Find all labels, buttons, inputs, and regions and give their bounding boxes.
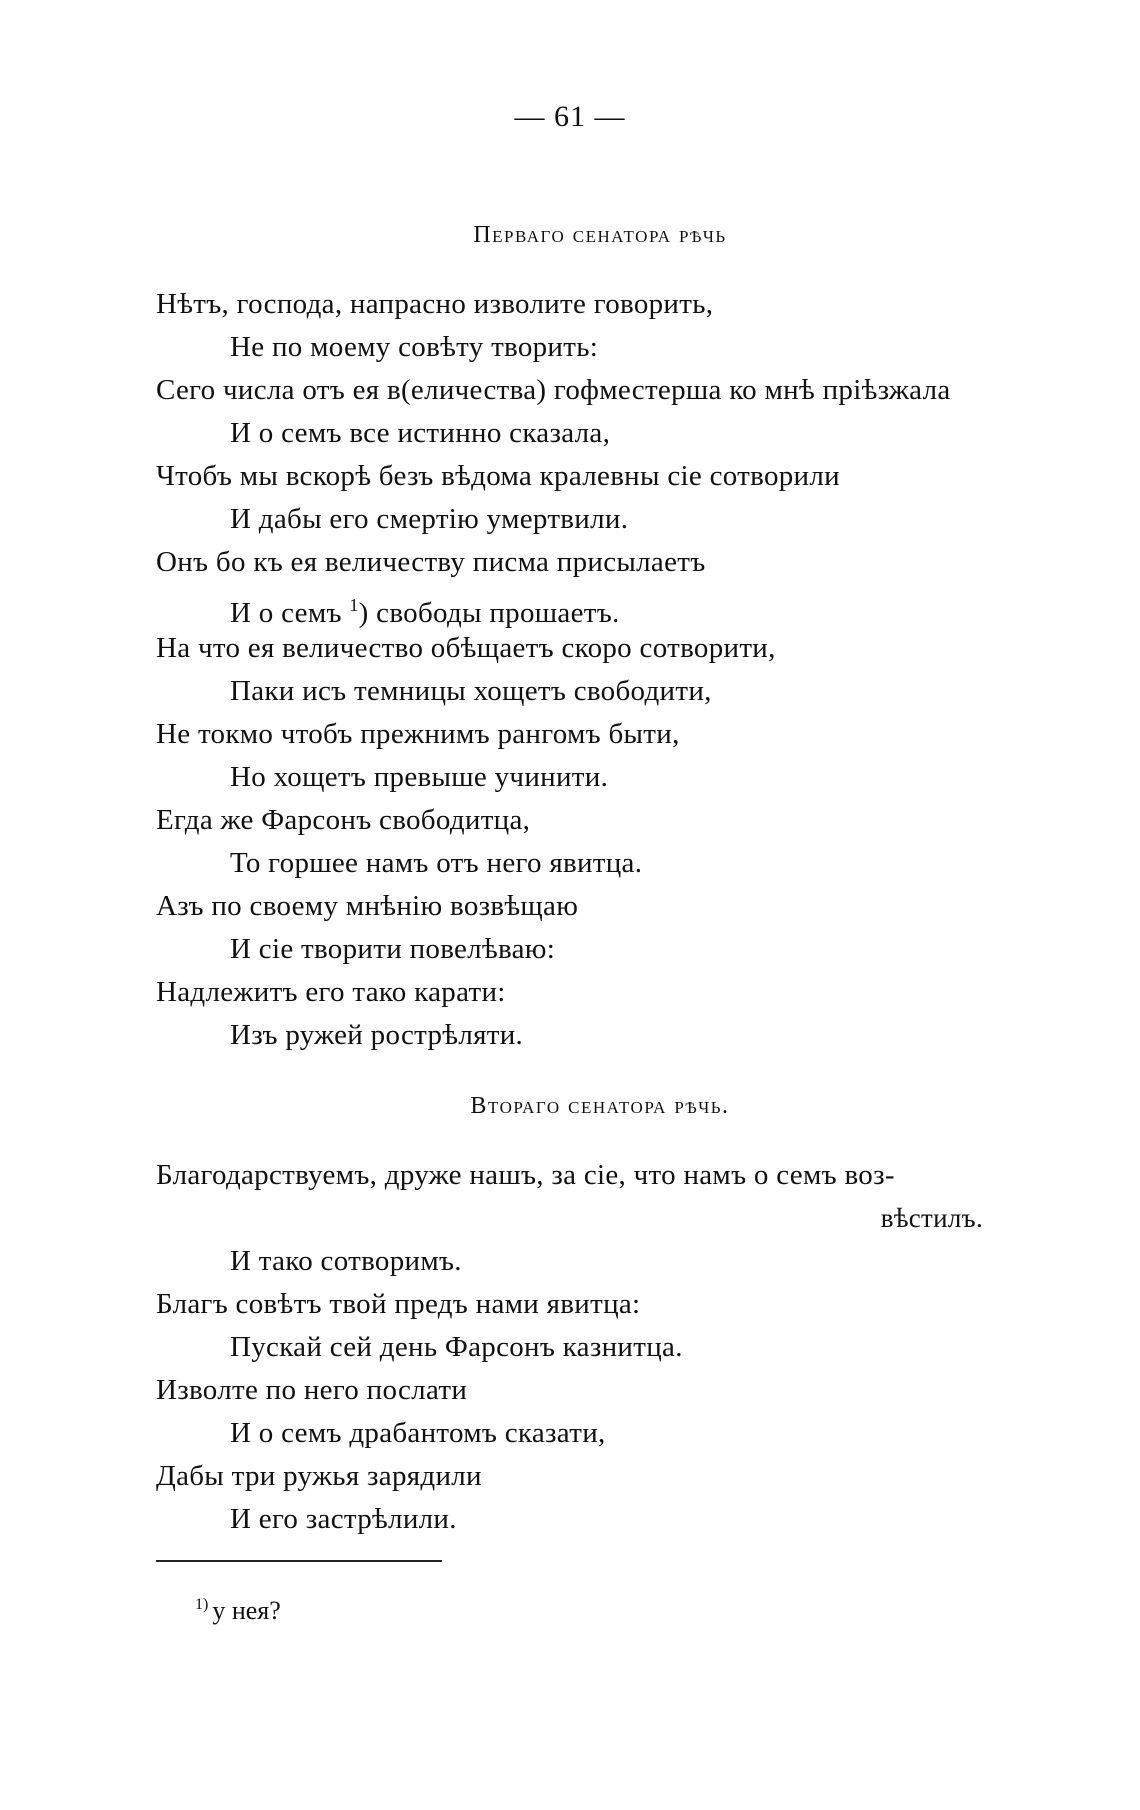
- verse-line: Онъ бо къ ея величеству писма присылаетъ: [156, 546, 706, 578]
- page-number: — 61 —: [514, 100, 626, 133]
- footnote-reference: 1: [349, 595, 359, 615]
- verse-line: Не по моему совѣту творить:: [230, 331, 599, 363]
- verse-second-senator: [0, 1154, 1140, 1541]
- verse-line-continuation: вѣстилъ.: [880, 1203, 983, 1233]
- verse-line: И о семъ драбантомъ сказати,: [230, 1417, 606, 1449]
- verse-line: Благодарствуемъ, друже нашъ, за сіе, что намъ о семъ воз-: [156, 1159, 895, 1191]
- verse-line: И дабы его смертію умертвили.: [230, 503, 629, 535]
- verse-line-part: И о семъ: [230, 597, 342, 629]
- verse-line: Дабы три ружья зарядили: [156, 1460, 482, 1492]
- verse-line: Паки исъ темницы хощетъ свободити,: [230, 675, 712, 707]
- verse-line-with-footnote: [0, 584, 1140, 627]
- verse-line: Изволте по него послати: [156, 1374, 468, 1406]
- verse-line-part: ) свободы прошаетъ.: [358, 597, 620, 629]
- verse-line: То горшее намъ отъ него явитца.: [230, 847, 643, 879]
- verse-first-senator: [0, 283, 1140, 1057]
- verse-line: Нѣтъ, господа, напрасно изволите говорить,: [156, 288, 714, 320]
- footnote-text: у нея?: [212, 1596, 281, 1625]
- verse-line: Егда же Фарсонъ свободитца,: [156, 804, 531, 836]
- verse-line: Надлежитъ его тако карати:: [156, 976, 506, 1008]
- footnote: [195, 1596, 281, 1626]
- verse-line: И тако сотворимъ.: [230, 1245, 462, 1277]
- verse-line: Сего числа отъ ея в(еличества) гофместерша ко мнѣ пріѣзжала: [156, 374, 951, 406]
- verse-line: Не токмо чтобъ прежнимъ рангомъ быти,: [156, 718, 680, 750]
- verse-line: Но хощетъ превыше учинити.: [230, 761, 609, 793]
- verse-line: И сіе творити повелѣваю:: [230, 933, 556, 965]
- section-heading-first-senator: Перваго сенатора рѣчь: [473, 222, 727, 248]
- verse-line: На что ея величество обѣщаетъ скоро сотворити,: [156, 632, 776, 664]
- verse-line: Азъ по своему мнѣнію возвѣщаю: [156, 890, 579, 922]
- verse-line: Изъ ружей рострѣляти.: [230, 1019, 524, 1051]
- footnote-divider: [156, 1560, 442, 1562]
- verse-line: Благъ совѣтъ твой предъ нами явитца:: [156, 1288, 641, 1320]
- verse-line: Чтобъ мы вскорѣ безъ вѣдома кралевны сіе сотворили: [156, 460, 840, 492]
- verse-line: И его застрѣлили.: [230, 1503, 457, 1535]
- verse-line: Пускай сей день Фарсонъ казнитца.: [230, 1331, 683, 1363]
- footnote-mark: 1): [195, 1596, 209, 1613]
- verse-line: И о семъ все истинно сказала,: [230, 417, 611, 449]
- section-heading-second-senator: Втораго сенатора рѣчь.: [470, 1093, 730, 1119]
